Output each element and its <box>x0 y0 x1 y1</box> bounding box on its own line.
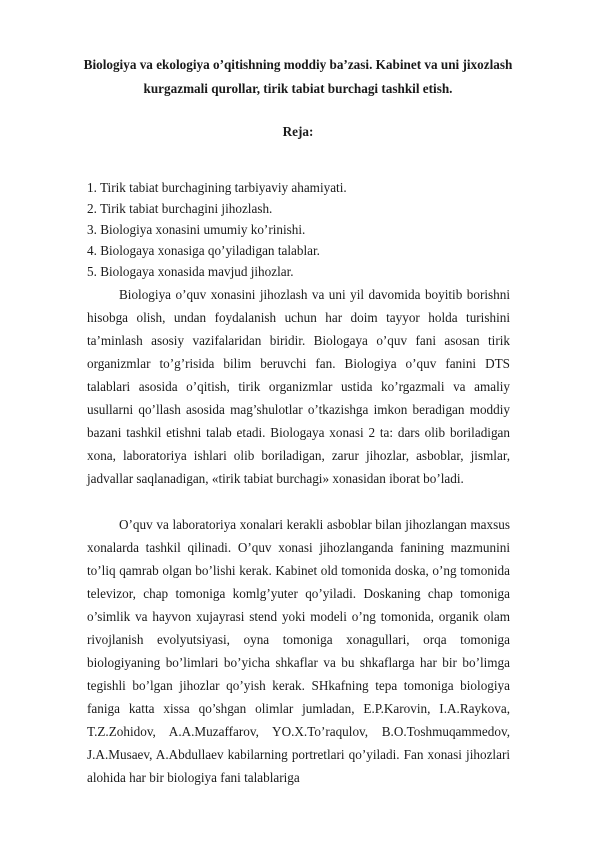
plan-heading: Reja: <box>282 124 314 139</box>
plan-item: 5. Biologaya xonasida mavjud jihozlar. <box>87 264 294 279</box>
plan-item: 1. Tirik tabiat burchagining tarbiyaviy ahamiyati. <box>87 180 347 195</box>
document-title-line-1: Biologiya va ekologiya o’qitishning moddiy ba’zasi. Kabinet va uni jixozlash <box>83 57 513 72</box>
body-paragraph: Biologiya o’quv xonasini jihozlash va uni yil davomida boyitib borishni hisobga olish, undan foydalanish uchun har doim tayyor holda turishini ta’minlash asosiy vazifalaridan biridir. Biologaya o’quv fani asosan tirik organizmlar to’g’risida bilim beruvchi fan. Biologiya o’quv fanini DTS talablari asosida o’qitish, tirik organizmlar ustida ko’rgazmali va amaliy usullarni qo’llash asosida mag’shulotlar o’tkazishga imkon beradigan moddiy bazani tashkil etishni talab etadi. Biologaya xonasi 2 ta: dars olib boriladigan xona, laboratoriya ishlari olib boriladigan, zarur jihozlar, asboblar, jismlar, jadvallar saqlanadigan, «tirik tabiat burchagi» xonasidan iborat bo’ladi. <box>87 287 510 486</box>
plan-item: 3. Biologiya xonasini umumiy ko’rinishi. <box>87 222 306 237</box>
plan-item: 2. Tirik tabiat burchagini jihozlash. <box>87 201 273 216</box>
document-title-line-2: kurgazmali qurollar, tirik tabiat burchagi tashkil etish. <box>143 81 453 96</box>
plan-item: 4. Biologaya xonasiga qo’yiladigan talablar. <box>87 243 320 258</box>
body-paragraph: O’quv va laboratoriya xonalari kerakli asboblar bilan jihozlangan maxsus xonalarda tashkil qilinadi. O’quv xonasi jihozlanganda fanining mazmunini to’liq qamrab olgan bo’lishi kerak. Kabinet old tomonida doska, o’ng tomonida televizor, chap tomoniga komlg’yuter qo’yiladi. Doskaning chap tomoniga o’simlik va hayvon xujayrasi stend yoki modeli o’ng tomonida, organik olam rivojlanish evolyutsiyasi, oyna tomoniga xonagullari, orqa tomoniga biologiyaning bo’limlari bo’yicha shkaflar va bu shkaflarga har bir bo’limga tegishli bo’lgan jihozlar qo’yish kerak. SHkafning tepa tomoniga biologiya faniga katta xissa qo’shgan olimlar jumladan, E.P.Karovin, I.A.Raykova, T.Z.Zohidov, A.A.Muzaffarov, YO.X.To’raqulov, B.O.Toshmuqammedov, J.A.Musaev, A.Abdullaev kabilarning portretlari qo’yiladi. Fan xonasi jihozlari alohida har bir biologiya fani talablariga <box>87 517 510 785</box>
plan-list <box>87 177 517 282</box>
